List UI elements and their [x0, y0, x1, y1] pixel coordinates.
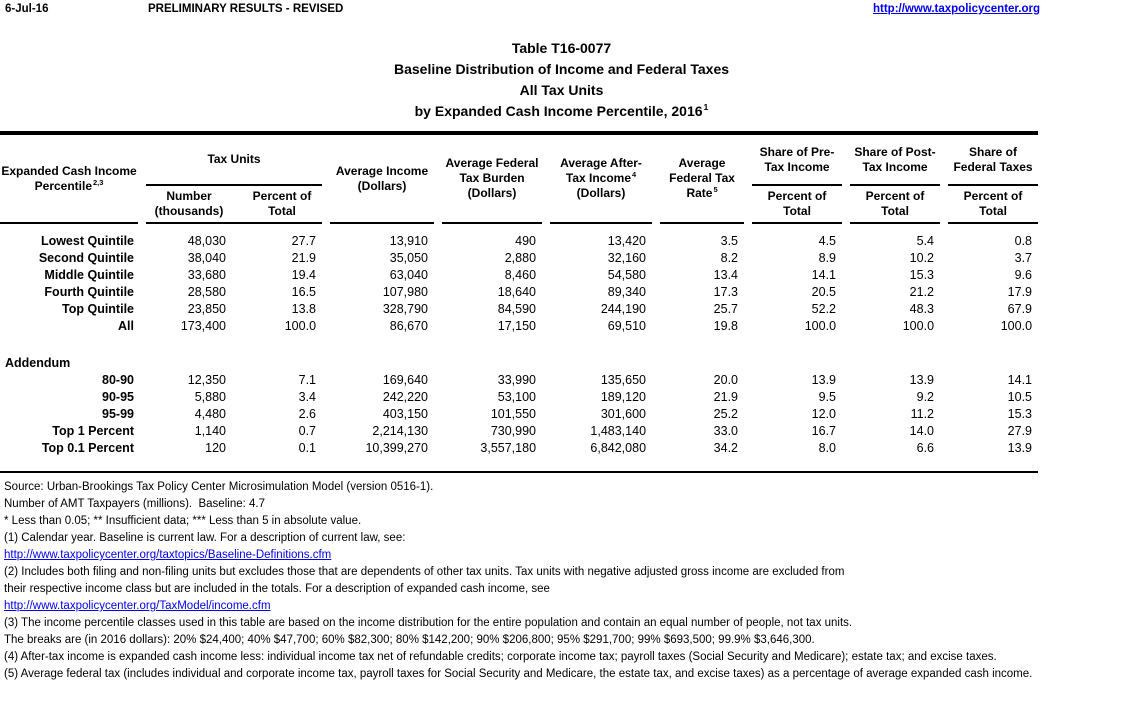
table-cell: 16.5 — [291, 285, 317, 299]
column-gap — [232, 301, 242, 318]
table-number-title: Table T16-0077 — [511, 40, 612, 56]
column-gap — [542, 250, 550, 267]
spacer-row — [0, 223, 1038, 233]
column-gap — [940, 372, 948, 389]
column-gap — [322, 250, 330, 267]
table-cell: 38,040 — [187, 251, 226, 265]
column-gap — [842, 250, 850, 267]
footnote-line: * Less than 0.05; ** Insufficient data; *** Less than 5 in absolute value. — [4, 515, 362, 527]
column-gap — [744, 423, 752, 440]
table-cell: 21.9 — [291, 251, 317, 265]
table-cell: 8.9 — [818, 251, 837, 265]
column-gap — [842, 406, 850, 423]
column-gap — [434, 372, 442, 389]
table-cell: 67.9 — [1007, 302, 1033, 316]
column-gap — [940, 389, 948, 406]
column-gap — [652, 372, 660, 389]
header-share-federal-taxes: Share of Federal Taxes — [948, 135, 1038, 185]
column-gap — [940, 406, 948, 423]
header-share-pretax-income: Share of Pre- Tax Income — [752, 135, 842, 185]
spacer-row — [0, 335, 1038, 355]
column-gap — [232, 267, 242, 284]
column-gap — [322, 267, 330, 284]
column-gap — [940, 440, 948, 457]
table-main-title: Baseline Distribution of Income and Federal Taxes — [393, 61, 730, 77]
table-cell: 107,980 — [382, 285, 429, 299]
column-gap — [542, 284, 550, 301]
table-cell: 7.1 — [298, 373, 317, 387]
table-cell: 189,120 — [600, 390, 647, 404]
column-gap — [232, 318, 242, 335]
table-cell: 242,220 — [382, 390, 429, 404]
column-gap — [940, 423, 948, 440]
footnote-link[interactable]: http://www.taxpolicycenter.org/TaxModel/income.cfm — [4, 600, 271, 612]
header-average-income: Average Income (Dollars) — [330, 135, 434, 223]
column-gap — [652, 267, 660, 284]
column-gap — [842, 389, 850, 406]
addendum-label: Addendum — [5, 356, 71, 370]
footnote-line: Source: Urban-Brookings Tax Policy Center Microsimulation Model (version 0516-1). — [4, 481, 434, 493]
table-row — [0, 233, 1038, 250]
table-cell: 0.1 — [298, 441, 317, 455]
column-gap — [940, 250, 948, 267]
column-gap — [542, 267, 550, 284]
row-label: Middle Quintile — [44, 268, 134, 282]
table-cell: 100.0 — [902, 319, 935, 333]
table-cell: 100.0 — [1000, 319, 1033, 333]
column-gap — [322, 372, 330, 389]
column-gap — [744, 301, 752, 318]
column-gap — [434, 318, 442, 335]
table-cell: 33.0 — [713, 424, 739, 438]
table-cell: 100.0 — [804, 319, 837, 333]
column-gap — [434, 423, 442, 440]
column-gap — [652, 135, 660, 223]
column-gap — [940, 284, 948, 301]
column-gap — [322, 318, 330, 335]
column-gap — [652, 440, 660, 457]
table-cell: 169,640 — [382, 373, 429, 387]
column-gap — [652, 250, 660, 267]
footnote-line: (2) Includes both filing and non-filing units but excludes those that are dependents of other tax units. Tax units with negative adjusted gross income are excluded from — [4, 566, 845, 578]
table-cell: 12.0 — [811, 407, 837, 421]
footnote-ref-1: 1 — [703, 102, 709, 113]
row-label: Top 0.1 Percent — [41, 441, 134, 455]
table-cell: 27.7 — [291, 234, 317, 248]
table-cell: 21.2 — [909, 285, 935, 299]
table-cell: 21.9 — [713, 390, 739, 404]
column-gap — [652, 301, 660, 318]
column-gap — [138, 372, 146, 389]
table-cell: 48.3 — [909, 302, 935, 316]
column-gap — [842, 318, 850, 335]
column-gap — [138, 406, 146, 423]
header-tax-units-group: Tax Units — [146, 135, 322, 185]
table-cell: 32,160 — [607, 251, 647, 265]
table-cell: 69,510 — [607, 319, 647, 333]
column-gap — [744, 440, 752, 457]
footnote-line: (4) After-tax income is expanded cash income less: individual income tax net of refundable credits; corporate income tax; payroll taxes (Social Security and Medicare); estate tax; and excise taxes. — [4, 651, 997, 663]
table-header — [0, 135, 1038, 223]
column-gap — [138, 267, 146, 284]
footnote-link[interactable]: http://www.taxpolicycenter.org/taxtopics/Baseline-Definitions.cfm — [4, 549, 332, 561]
table-cell: 14.0 — [909, 424, 935, 438]
table-cell: 3,557,180 — [480, 441, 537, 455]
table-cell: 17.9 — [1007, 285, 1033, 299]
table-cell: 11.2 — [910, 407, 935, 421]
column-gap — [842, 301, 850, 318]
column-gap — [232, 406, 242, 423]
column-gap — [542, 423, 550, 440]
table-cell: 730,990 — [490, 424, 537, 438]
table-cell: 33,990 — [497, 373, 537, 387]
table-cell: 2,214,130 — [372, 424, 429, 438]
column-gap — [542, 389, 550, 406]
column-gap — [940, 301, 948, 318]
row-label: Top 1 Percent — [52, 424, 134, 438]
table-cell: 8.0 — [818, 441, 837, 455]
header-average-after-tax-income: Average After- Tax Income$^4$ (Dollars) — [550, 135, 652, 223]
table-cell: 19.4 — [291, 268, 317, 282]
footnote-ref-2-3: 2,3 — [93, 177, 104, 187]
table-cell: 52.2 — [811, 302, 837, 316]
table-cell: 3.7 — [1014, 251, 1033, 265]
table-cell: 9.5 — [818, 390, 837, 404]
table-cell: 19.8 — [713, 319, 739, 333]
table-cell: 16.7 — [811, 424, 837, 438]
column-gap — [138, 301, 146, 318]
column-gap — [542, 440, 550, 457]
table-cell: 48,030 — [187, 234, 226, 248]
table-cell: 23,850 — [187, 302, 226, 316]
column-gap — [940, 267, 948, 284]
row-label: 95-99 — [102, 407, 134, 421]
table-cell: 5.4 — [916, 234, 935, 248]
column-gap — [322, 301, 330, 318]
column-gap — [434, 135, 442, 223]
column-gap — [542, 233, 550, 250]
table-cell: 63,040 — [389, 268, 429, 282]
table-row — [0, 250, 1038, 267]
table-cell: 53,100 — [497, 390, 537, 404]
column-gap — [652, 389, 660, 406]
footnote-line: their respective income class but are included in the totals. For a description of expanded cash income, see — [4, 583, 550, 595]
column-gap — [138, 233, 146, 250]
column-gap — [138, 440, 146, 457]
footnote-line: (1) Calendar year. Baseline is current law. For a description of current law, see: — [4, 532, 406, 544]
row-label: Fourth Quintile — [44, 285, 134, 299]
header-average-federal-tax-rate: Average Federal Tax Rate$^5$ — [660, 135, 744, 223]
column-gap — [322, 440, 330, 457]
table-cell: 4.5 — [818, 234, 837, 248]
column-gap — [434, 301, 442, 318]
table-cell: 328,790 — [382, 302, 429, 316]
table-row — [0, 284, 1038, 301]
column-gap — [434, 440, 442, 457]
top-bar — [0, 3, 1123, 18]
table-cell: 17.3 — [713, 285, 739, 299]
table-body — [0, 223, 1038, 471]
header-share-posttax-income: Share of Post- Tax Income — [850, 135, 940, 185]
title-block — [0, 38, 1123, 122]
column-gap — [652, 318, 660, 335]
table-cell: 13.9 — [909, 373, 935, 387]
footnote-ref-4: 4 — [632, 170, 637, 179]
column-gap — [842, 135, 850, 223]
table-cell: 120 — [205, 441, 226, 455]
table-cell: 89,340 — [607, 285, 647, 299]
column-gap — [652, 406, 660, 423]
column-gap — [138, 135, 146, 223]
distribution-table — [0, 135, 1038, 471]
preliminary-status-label: PRELIMINARY RESULTS - REVISED — [148, 3, 344, 15]
table-cell: 0.8 — [1014, 234, 1033, 248]
column-gap — [744, 406, 752, 423]
addendum-section-row — [0, 355, 1038, 372]
table-row — [0, 301, 1038, 318]
table-cell: 2.6 — [298, 407, 317, 421]
column-gap — [138, 389, 146, 406]
table-row — [0, 318, 1038, 335]
column-gap — [322, 389, 330, 406]
column-gap — [744, 284, 752, 301]
table-cell: 6,842,080 — [590, 441, 647, 455]
table-cell: 403,150 — [382, 407, 429, 421]
column-gap — [434, 250, 442, 267]
column-gap — [940, 318, 948, 335]
column-gap — [434, 284, 442, 301]
header-number-thousands: Number (thousands) — [146, 185, 232, 223]
table-cell: 6.6 — [916, 441, 935, 455]
table-cell: 86,670 — [389, 319, 429, 333]
table-cell: 28,580 — [187, 285, 226, 299]
table-row — [0, 406, 1038, 423]
table-row — [0, 389, 1038, 406]
column-gap — [138, 284, 146, 301]
column-gap — [842, 284, 850, 301]
table-row — [0, 372, 1038, 389]
column-gap — [842, 372, 850, 389]
table-cell: 15.3 — [909, 268, 935, 282]
column-gap — [138, 423, 146, 440]
table-cell: 101,550 — [490, 407, 537, 421]
table-cell: 100.0 — [284, 319, 317, 333]
table-cell: 9.6 — [1014, 268, 1033, 282]
table-cell: 8,460 — [504, 268, 537, 282]
column-gap — [322, 284, 330, 301]
table-cell: 8.2 — [720, 251, 739, 265]
column-gap — [232, 372, 242, 389]
column-gap — [652, 233, 660, 250]
table-cell: 3.5 — [720, 234, 739, 248]
table-cell: 35,050 — [389, 251, 429, 265]
table-cell: 14.1 — [811, 268, 837, 282]
table-cell: 173,400 — [180, 319, 226, 333]
column-gap — [940, 135, 948, 223]
column-gap — [138, 318, 146, 335]
column-gap — [842, 423, 850, 440]
table-cell: 13.9 — [811, 373, 837, 387]
table-cell: 301,600 — [600, 407, 647, 421]
column-gap — [542, 372, 550, 389]
table-cell: 13,420 — [607, 234, 647, 248]
column-gap — [322, 406, 330, 423]
column-gap — [940, 233, 948, 250]
table-cell: 34.2 — [713, 441, 739, 455]
footnotes-block — [0, 479, 1123, 683]
table-row — [0, 440, 1038, 457]
column-gap — [652, 423, 660, 440]
column-gap — [542, 318, 550, 335]
column-gap — [744, 233, 752, 250]
column-gap — [744, 318, 752, 335]
table-cell: 10,399,270 — [365, 441, 429, 455]
table-cell: 20.5 — [811, 285, 837, 299]
row-label: Second Quintile — [38, 251, 134, 265]
spacer-row — [0, 457, 1038, 471]
column-gap — [542, 135, 550, 223]
table-cell: 25.2 — [713, 407, 739, 421]
column-gap — [652, 284, 660, 301]
table-cell: 15.3 — [1007, 407, 1033, 421]
table-cell: 14.1 — [1007, 373, 1033, 387]
table-cell: 12,350 — [187, 373, 226, 387]
column-gap — [232, 284, 242, 301]
column-gap — [744, 135, 752, 223]
table-cell: 20.0 — [713, 373, 739, 387]
table-cell: 13,910 — [389, 234, 429, 248]
column-gap — [434, 389, 442, 406]
table-cell: 10.2 — [909, 251, 935, 265]
footnote-ref-5: 5 — [713, 185, 718, 194]
table-cell: 5,880 — [194, 390, 226, 404]
row-label: Lowest Quintile — [40, 234, 134, 248]
table-cell: 4,480 — [194, 407, 226, 421]
header-average-federal-tax-burden: Average Federal Tax Burden (Dollars) — [442, 135, 542, 223]
table-subtitle-percentile: by Expanded Cash Income Percentile, 2016$^1$ — [414, 102, 709, 119]
footnote-line: (5) Average federal tax (includes individual and corporate income tax, payroll taxes for Social Security and Medicare, the estate tax, and excise taxes) as a percentage of average expanded cash income. — [4, 668, 1033, 680]
column-gap — [542, 406, 550, 423]
table-cell: 490 — [515, 234, 537, 248]
header-expanded-cash-income-percentile: Expanded Cash Income Percentile$^{2,3}$ — [0, 135, 138, 223]
column-gap — [842, 233, 850, 250]
column-gap — [434, 233, 442, 250]
site-url-link[interactable]: http://www.taxpolicycenter.org — [873, 3, 1040, 15]
table-cell: 54,580 — [607, 268, 647, 282]
column-gap — [322, 423, 330, 440]
row-label: 90-95 — [102, 390, 134, 404]
column-gap — [232, 233, 242, 250]
table-cell: 9.2 — [916, 390, 935, 404]
table-subtitle-units: All Tax Units — [519, 82, 604, 98]
footnote-line: (3) The income percentile classes used in this table are based on the income distribution for the entire population and contain an equal number of people, not tax units. — [4, 617, 853, 629]
footnote-line: The breaks are (in 2016 dollars): 20% $24,400; 40% $47,700; 60% $82,300; 80% $142,200; 90% $206,800; 95% $291,700; 99% $693,500; 99.9% $3,646,300. — [4, 634, 815, 646]
header-percent-of-total-pretax: Percent of Total — [752, 185, 842, 223]
table-cell: 135,650 — [600, 373, 647, 387]
column-gap — [842, 267, 850, 284]
table-row — [0, 423, 1038, 440]
header-percent-of-total-posttax: Percent of Total — [850, 185, 940, 223]
column-gap — [744, 267, 752, 284]
table-cell: 18,640 — [497, 285, 537, 299]
table-cell: 0.7 — [298, 424, 317, 438]
table-cell: 13.9 — [1007, 441, 1033, 455]
table-cell: 13.8 — [291, 302, 317, 316]
column-gap — [138, 250, 146, 267]
footnote-line: Number of AMT Taxpayers (millions). Baseline: 4.7 — [4, 498, 265, 510]
column-gap — [232, 440, 242, 457]
column-gap — [744, 372, 752, 389]
table-cell: 13.4 — [713, 268, 739, 282]
report-date: 6-Jul-16 — [5, 3, 49, 15]
table-cell: 25.7 — [713, 302, 739, 316]
table-cell: 2,880 — [504, 251, 537, 265]
table-row — [0, 267, 1038, 284]
column-gap — [542, 301, 550, 318]
row-label: 80-90 — [102, 373, 134, 387]
header-percent-of-total-fedtax: Percent of Total — [948, 185, 1038, 223]
row-label: Top Quintile — [62, 302, 134, 316]
column-gap — [744, 389, 752, 406]
table-cell: 244,190 — [600, 302, 647, 316]
column-gap — [434, 267, 442, 284]
header-percent-of-total-units: Percent of Total — [242, 185, 322, 223]
column-gap — [232, 250, 242, 267]
column-gap — [744, 250, 752, 267]
column-gap — [842, 440, 850, 457]
table-cell: 84,590 — [497, 302, 537, 316]
column-gap — [232, 389, 242, 406]
table-cell: 10.5 — [1007, 390, 1033, 404]
table-bottom-rule — [0, 471, 1038, 473]
table-cell: 33,680 — [187, 268, 226, 282]
data-table-wrap — [0, 131, 1038, 473]
table-cell: 27.9 — [1007, 424, 1033, 438]
column-gap — [232, 423, 242, 440]
column-gap — [232, 185, 242, 223]
column-gap — [322, 135, 330, 223]
column-gap — [322, 233, 330, 250]
table-cell: 1,140 — [194, 424, 226, 438]
table-cell: 1,483,140 — [590, 424, 647, 438]
row-label: All — [118, 319, 134, 333]
table-cell: 17,150 — [497, 319, 537, 333]
column-gap — [434, 406, 442, 423]
table-cell: 3.4 — [298, 390, 317, 404]
